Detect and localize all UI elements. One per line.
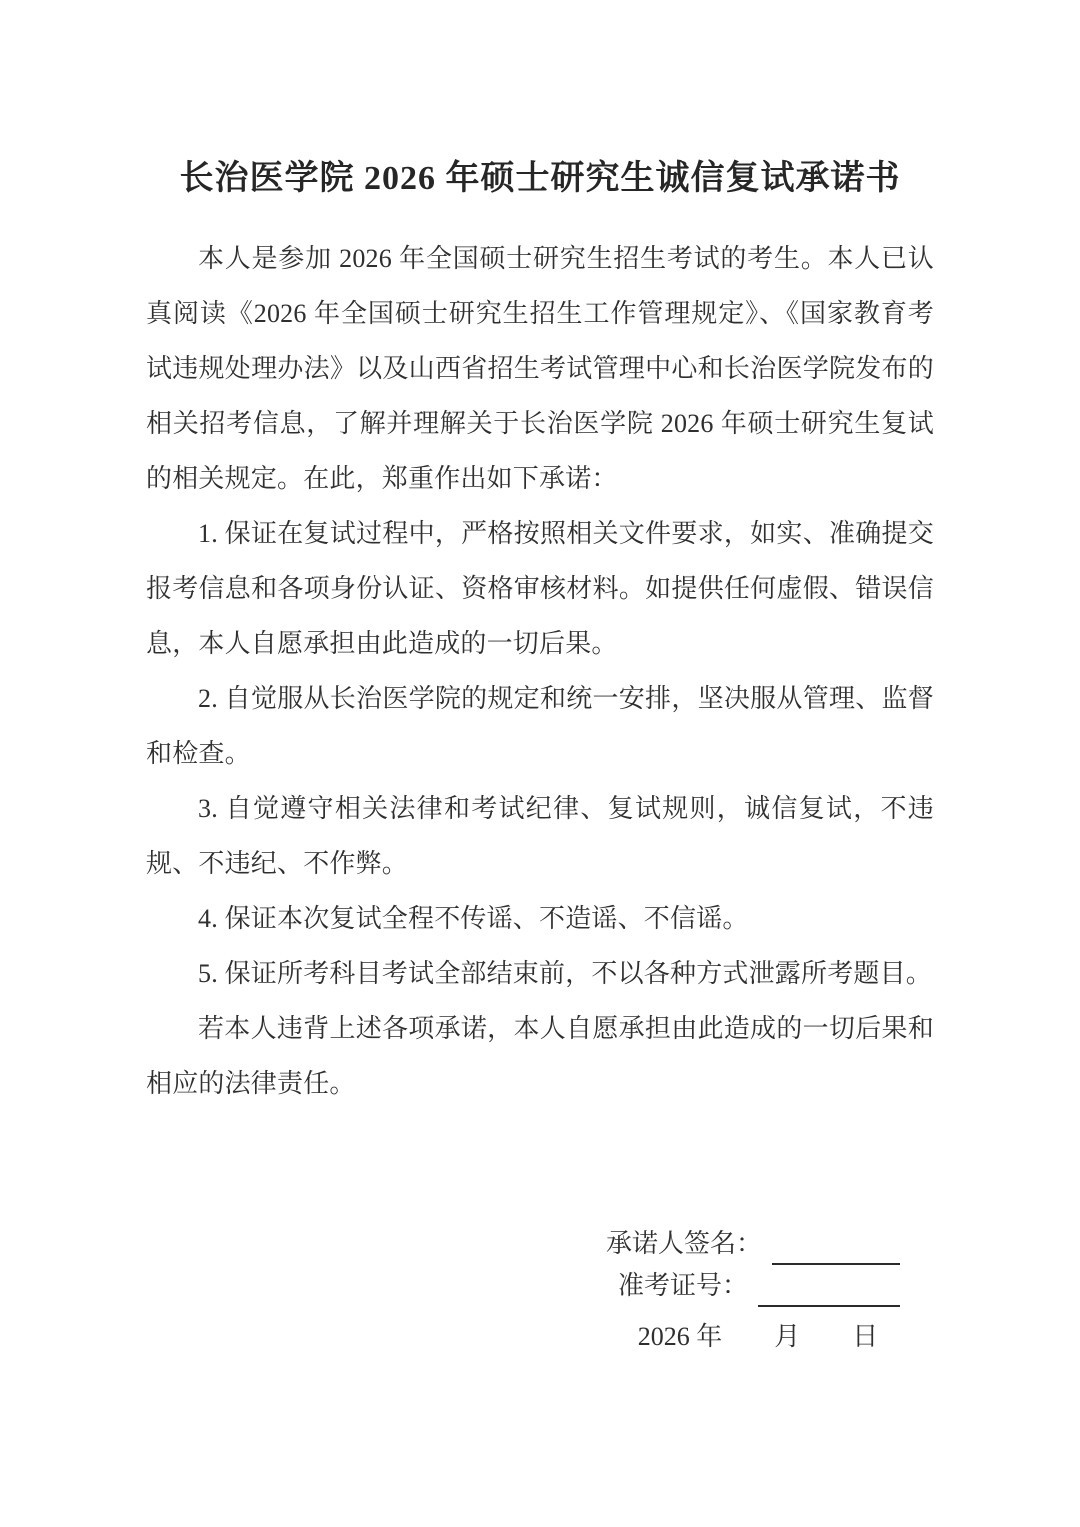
document-title: 长治医学院 2026 年硕士研究生诚信复试承诺书 bbox=[179, 160, 901, 197]
document-body bbox=[146, 231, 934, 1111]
signer-row bbox=[604, 1223, 900, 1265]
admission-ticket-line bbox=[758, 1269, 900, 1307]
signer-signature-line bbox=[772, 1227, 900, 1265]
signature-block bbox=[604, 1223, 900, 1358]
body-paragraph: 3. 自觉遵守相关法律和考试纪律、复试规则，诚信复试，不违规、不违纪、不作弊。 bbox=[146, 794, 934, 878]
body-paragraph: 若本人违背上述各项承诺，本人自愿承担由此造成的一切后果和相应的法律责任。 bbox=[146, 1014, 934, 1098]
date-line: 2026 年 月 日 bbox=[637, 1322, 879, 1351]
body-paragraph: 4. 保证本次复试全程不传谣、不造谣、不信谣。 bbox=[198, 904, 749, 933]
body-paragraph: 5. 保证所考科目考试全部结束前，不以各种方式泄露所考题目。 bbox=[198, 959, 933, 988]
body-paragraph: 1. 保证在复试过程中，严格按照相关文件要求，如实、准确提交报考信息和各项身份认证、资格审核材料。如提供任何虚假、错误信息，本人自愿承担由此造成的一切后果。 bbox=[146, 519, 934, 658]
body-paragraph: 2. 自觉服从长治医学院的规定和统一安排，坚决服从管理、监督和检查。 bbox=[146, 684, 934, 768]
admission-ticket-label: 准考证号： bbox=[617, 1271, 748, 1300]
signer-label: 承诺人签名： bbox=[605, 1229, 762, 1258]
admission-ticket-row bbox=[604, 1265, 900, 1307]
body-paragraph: 本人是参加 2026 年全国硕士研究生招生考试的考生。本人已认真阅读《2026 年全国硕士研究生招生工作管理规定》、《国家教育考试违规处理办法》以及山西省招生考试管理中心和长治医学院发布的相关招考信息，了解并理解关于长治医学院 2026 年硕士研究生复试的相关规定。在此，郑重作出如下承诺： bbox=[146, 244, 934, 493]
